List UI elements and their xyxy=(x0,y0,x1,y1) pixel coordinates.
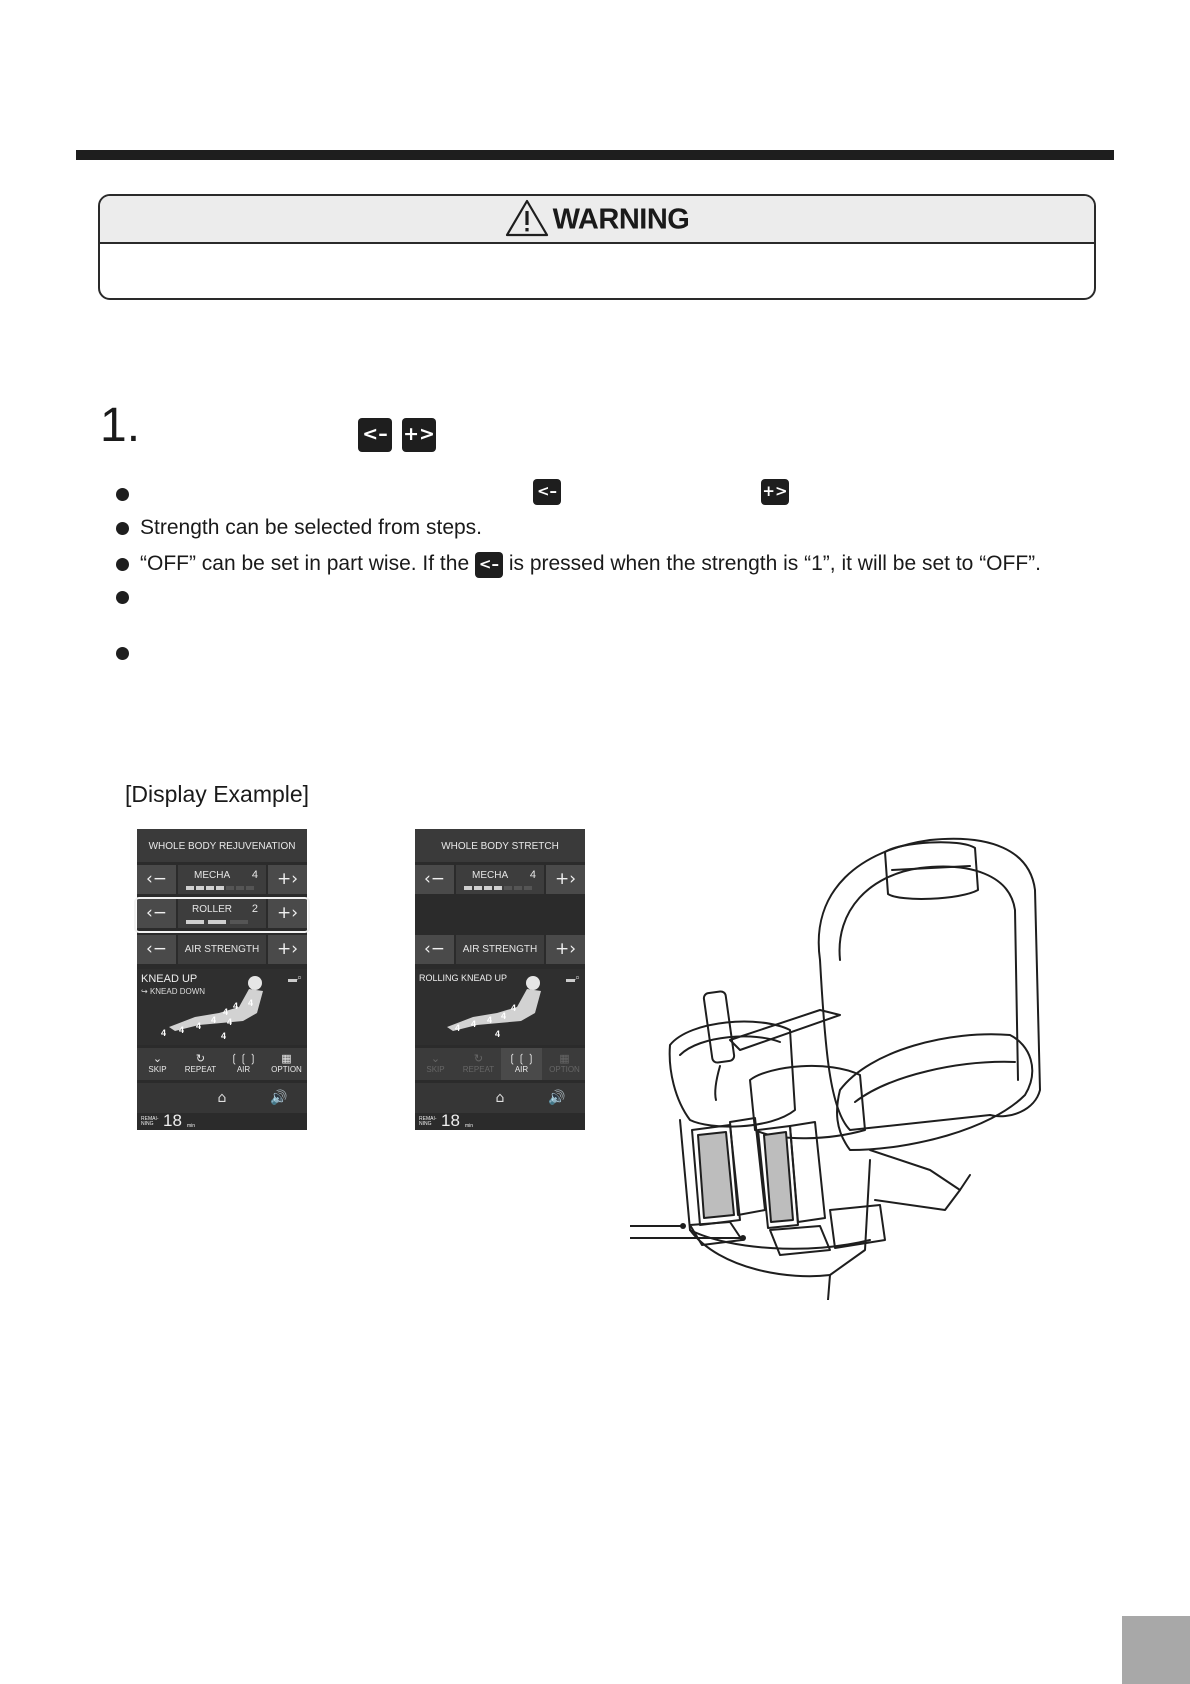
body-value-6: 4 xyxy=(495,1029,501,1039)
air-label: AIR xyxy=(236,1065,251,1074)
option-button[interactable] xyxy=(544,1048,585,1080)
level-marker xyxy=(566,979,575,982)
option-grid-icon: ▦ xyxy=(559,1052,570,1065)
level-dash xyxy=(206,886,214,890)
body-value-4: 4 xyxy=(227,1017,233,1027)
remaining-time xyxy=(137,1111,307,1130)
body-value-5: 4 xyxy=(455,1023,461,1033)
bullet-1 xyxy=(116,488,129,501)
mode-name: KNEAD UP xyxy=(141,973,198,985)
skip-button[interactable] xyxy=(415,1048,456,1080)
option-label: OPTION xyxy=(549,1065,580,1074)
volume-icon[interactable]: 🔊 xyxy=(548,1090,566,1106)
option-grid-icon: ▦ xyxy=(281,1052,292,1065)
warning-title-text: WARNING xyxy=(552,203,690,236)
minus-key-icon: <– xyxy=(533,479,561,505)
massage-body-map xyxy=(415,969,585,1045)
mecha-strength-display xyxy=(456,865,544,894)
mecha-value: 4 xyxy=(251,869,258,881)
air-button[interactable] xyxy=(223,1048,264,1080)
air-decrease-button[interactable]: ‹− xyxy=(415,935,454,964)
skip-label: SKIP xyxy=(426,1065,445,1074)
mecha-control-row xyxy=(415,863,585,896)
level-dash xyxy=(494,886,502,890)
bullet-off-before: “OFF” can be set in part wise. If the xyxy=(140,552,470,575)
repeat-button[interactable] xyxy=(180,1048,221,1080)
bullet-4 xyxy=(116,591,129,604)
level-dash xyxy=(484,886,492,890)
remaining-label: REMAI- NING xyxy=(141,1116,159,1127)
air-increase-button[interactable]: +› xyxy=(546,935,585,964)
mecha-value: 4 xyxy=(529,869,536,881)
remaining-minutes: 18 xyxy=(163,1111,182,1130)
massage-chair-illustration xyxy=(630,830,1050,1300)
body-value-1: 4 xyxy=(511,1003,517,1013)
air-control-row xyxy=(415,933,585,966)
volume-icon[interactable]: 🔊 xyxy=(270,1090,288,1106)
plus-key-icon: +> xyxy=(761,479,789,505)
body-value-1: 4 xyxy=(248,998,254,1008)
mecha-increase-button[interactable]: +› xyxy=(546,865,585,894)
remaining-minutes: 18 xyxy=(441,1111,460,1130)
remaining-time xyxy=(415,1111,585,1130)
body-value-8: 4 xyxy=(161,1028,167,1038)
page-tab xyxy=(1122,1616,1190,1684)
mecha-label: MECHA xyxy=(472,870,509,881)
body-value-3: 4 xyxy=(487,1015,493,1025)
zoom-icon[interactable]: ⌕ xyxy=(575,973,581,983)
warning-header xyxy=(100,196,1094,244)
level-dash xyxy=(504,886,512,890)
massage-body-map xyxy=(137,969,307,1045)
display-example-label: [Display Example] xyxy=(125,781,310,807)
navigation-row xyxy=(137,1083,307,1113)
body-figure-icon xyxy=(151,971,301,1043)
level-dash xyxy=(524,886,532,890)
air-button[interactable] xyxy=(501,1048,542,1080)
repeat-label: REPEAT xyxy=(462,1065,495,1074)
bullet-off-setting xyxy=(140,551,1041,578)
remaining-label: REMAI- NING xyxy=(419,1116,437,1127)
air-strength-display xyxy=(178,935,266,964)
minus-key-icon: <– xyxy=(475,552,503,578)
body-value-4: 4 xyxy=(471,1019,477,1029)
body-value-3: 4 xyxy=(223,1007,229,1017)
function-row xyxy=(137,1048,307,1080)
remaining-unit: min xyxy=(187,1123,196,1129)
home-icon[interactable]: ⌂ xyxy=(495,1090,505,1106)
level-dash xyxy=(186,886,194,890)
bullet-3 xyxy=(116,558,129,571)
skip-icon: ⌄ xyxy=(152,1052,163,1065)
navigation-row xyxy=(415,1083,585,1113)
mode-next-text: KNEAD DOWN xyxy=(149,987,206,996)
body-figure-icon xyxy=(429,971,579,1043)
skip-button[interactable] xyxy=(137,1048,178,1080)
body-value-2: 4 xyxy=(501,1011,507,1021)
screen-course-title: WHOLE BODY REJUVENATION xyxy=(137,829,307,862)
header-rule xyxy=(76,150,1114,160)
mecha-control-row xyxy=(137,863,307,896)
roller-label: ROLLER xyxy=(192,904,233,915)
level-dash xyxy=(226,886,234,890)
option-button[interactable] xyxy=(266,1048,307,1080)
remaining-unit: min xyxy=(465,1123,474,1129)
air-label: AIR xyxy=(514,1065,529,1074)
level-dash xyxy=(464,886,472,890)
skip-icon: ⌄ xyxy=(430,1052,441,1065)
mode-next: ↪ KNEAD DOWN xyxy=(141,987,206,996)
repeat-button[interactable] xyxy=(458,1048,499,1080)
home-icon[interactable]: ⌂ xyxy=(217,1090,227,1106)
air-strength-label: AIR STRENGTH xyxy=(184,944,260,955)
air-strength-label: AIR STRENGTH xyxy=(462,944,538,955)
remote-screen-stretch xyxy=(415,829,585,1130)
level-dash xyxy=(246,886,254,890)
body-value-7: 4 xyxy=(179,1025,185,1035)
bullet-off-after: is pressed when the strength is “1”, it will be set to “OFF”. xyxy=(508,552,1042,575)
body-value-9: 4 xyxy=(221,1031,227,1041)
skip-label: SKIP xyxy=(148,1065,167,1074)
roller-decrease-button[interactable]: ‹− xyxy=(137,899,176,928)
air-icon: ❲❲❳ xyxy=(507,1052,536,1065)
screen-course-title: WHOLE BODY STRETCH xyxy=(415,829,585,862)
repeat-label: REPEAT xyxy=(184,1065,217,1074)
roller-highlight-frame xyxy=(134,897,310,933)
remote-screen-rejuvenation xyxy=(137,829,307,1130)
function-row xyxy=(415,1048,585,1080)
bullet-2 xyxy=(116,522,129,535)
level-marker xyxy=(288,979,297,982)
minus-key-icon: <– xyxy=(358,418,392,452)
zoom-icon[interactable]: ⌕ xyxy=(297,973,303,983)
roller-increase-button[interactable]: +› xyxy=(268,899,307,928)
air-decrease-button[interactable]: ‹− xyxy=(137,935,176,964)
option-label: OPTION xyxy=(271,1065,302,1074)
bullet-strength-steps: Strength can be selected from steps. xyxy=(140,516,483,539)
plus-key-icon: +> xyxy=(402,418,436,452)
mecha-decrease-button[interactable]: ‹− xyxy=(137,865,176,894)
step-number: 1. xyxy=(100,399,141,452)
air-increase-button[interactable]: +› xyxy=(268,935,307,964)
level-dash xyxy=(216,886,224,890)
roller-value: 2 xyxy=(251,903,258,915)
level-dash xyxy=(514,886,522,890)
repeat-icon: ↻ xyxy=(195,1052,206,1065)
body-value-2: 4 xyxy=(233,1001,239,1011)
mecha-strength-display xyxy=(178,865,266,894)
air-control-row xyxy=(137,933,307,966)
mode-name: ROLLING KNEAD UP xyxy=(419,973,508,983)
air-strength-display xyxy=(456,935,544,964)
air-icon: ❲❲❳ xyxy=(229,1052,258,1065)
warning-title xyxy=(100,202,1094,240)
mecha-decrease-button[interactable]: ‹− xyxy=(415,865,454,894)
warning-triangle-icon xyxy=(505,199,549,237)
empty-control-row xyxy=(415,897,585,930)
bullet-5 xyxy=(116,647,129,660)
level-dash xyxy=(196,886,204,890)
level-dash xyxy=(474,886,482,890)
warning-box xyxy=(98,194,1096,300)
mecha-increase-button[interactable]: +› xyxy=(268,865,307,894)
body-value-5: 4 xyxy=(211,1015,217,1025)
body-value-6: 4 xyxy=(196,1021,202,1031)
mecha-label: MECHA xyxy=(194,870,231,881)
repeat-icon: ↻ xyxy=(473,1052,484,1065)
level-dash xyxy=(236,886,244,890)
